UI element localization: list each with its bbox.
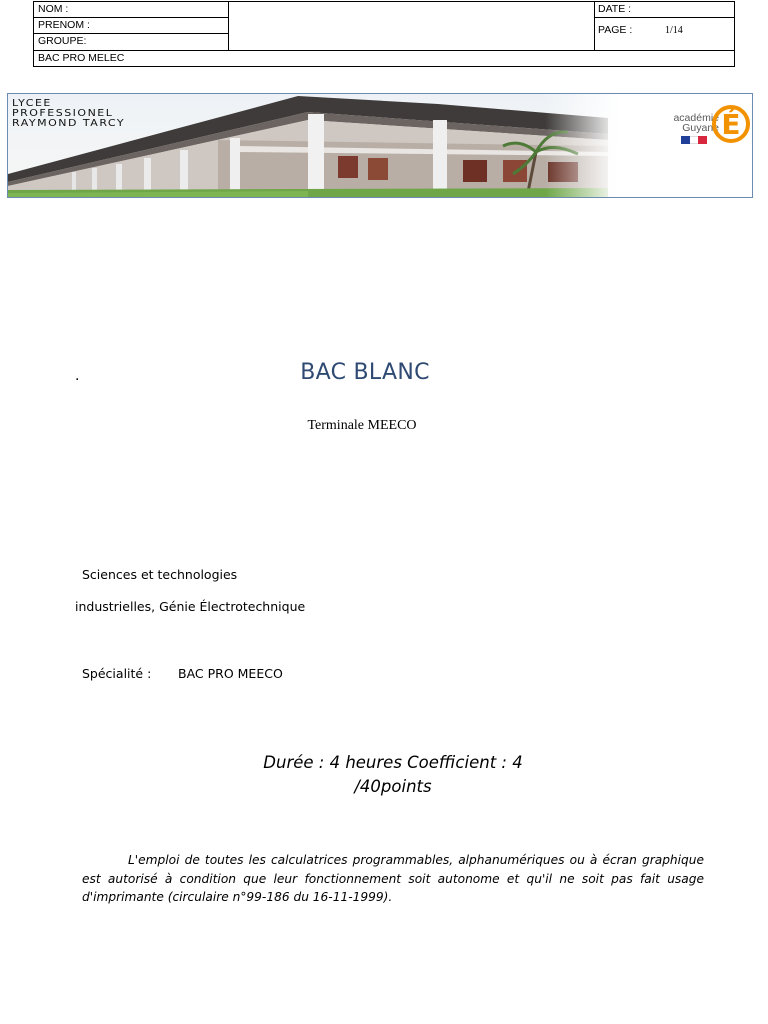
bac-pro-label: BAC PRO MELEC	[38, 52, 125, 64]
header-info-table	[33, 1, 735, 67]
row-divider	[594, 17, 734, 18]
stray-dot: .	[75, 367, 80, 384]
school-name	[12, 98, 125, 128]
specialite-label: Spécialité :	[82, 666, 152, 681]
page-number: 1/14	[665, 25, 683, 36]
academie-line: Guyane	[682, 122, 719, 134]
row-divider	[34, 17, 228, 18]
date-label: DATE :	[598, 3, 632, 15]
subject-line: industrielles, Génie Électrotechnique	[75, 599, 306, 614]
academie-line: académie	[673, 112, 719, 124]
calculator-instructions	[82, 851, 704, 907]
french-flag-icon	[681, 136, 707, 144]
exam-subtitle: Terminale MEECO	[307, 418, 417, 433]
subject-line: Sciences et technologies	[82, 567, 238, 582]
academie-logo-icon	[705, 100, 753, 144]
flag-stripe-white	[690, 136, 699, 144]
flag-stripe-red	[698, 136, 707, 144]
row-divider	[34, 33, 228, 34]
instructions-text: L'emploi de toutes les calculatrices programmables, alphanumériques ou à écran graphique est autorisé à condition que leur fonctionnement soit autonome et qu'il ne soit pas fait usage d'imprimante (circulaire n°99-186 du 16-11-1999).	[82, 853, 704, 905]
school-banner	[7, 93, 753, 198]
groupe-label: GROUPE:	[38, 35, 87, 47]
nom-label: NOM :	[38, 3, 69, 15]
school-name-line: PROFESSIONEL	[12, 107, 114, 119]
points-line: /40points	[354, 777, 432, 796]
flag-stripe-blue	[681, 136, 690, 144]
exam-title: BAC BLANC	[300, 360, 430, 385]
logo-letter: É	[721, 108, 741, 141]
column-divider	[228, 2, 229, 50]
page-label: PAGE :	[598, 24, 633, 36]
school-name-line: RAYMOND TARCY	[12, 116, 126, 129]
row-divider	[34, 50, 734, 51]
school-name-line: LYCEE	[12, 97, 52, 109]
duration-line: Durée : 4 heures Coefficient : 4	[263, 753, 523, 772]
column-divider	[594, 2, 595, 50]
prenom-label: PRENOM :	[38, 19, 90, 31]
specialite-value: BAC PRO MEECO	[178, 666, 283, 681]
